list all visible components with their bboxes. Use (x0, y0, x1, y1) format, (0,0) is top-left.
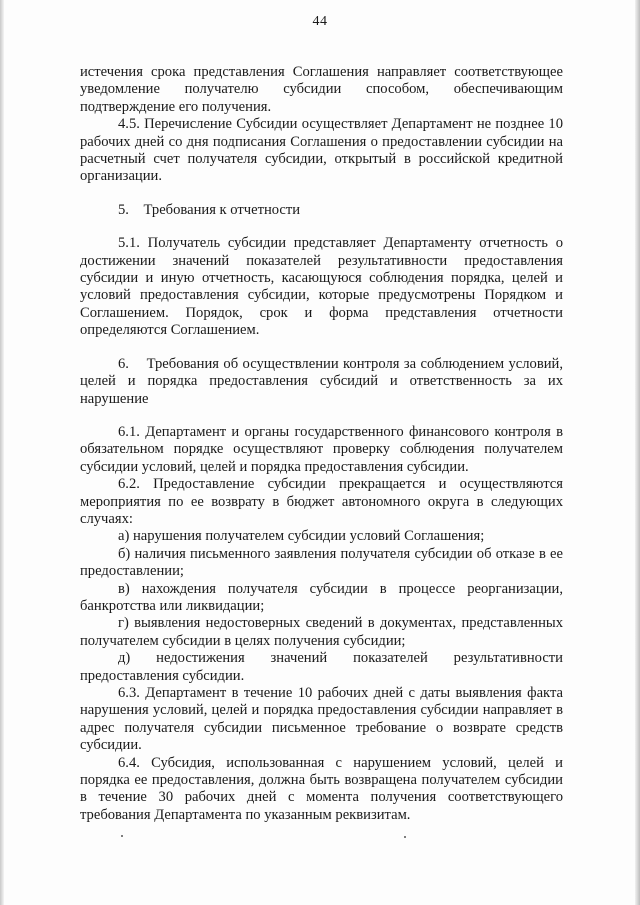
list-item-g: г) выявления недостоверных сведений в документах, представленных получателем субсидии в целях получения субсидии; (80, 615, 563, 649)
scan-speck (121, 835, 123, 837)
scan-specks (0, 833, 640, 841)
list-item-a: а) нарушения получателем субсидии условий Соглашения; (118, 528, 485, 545)
page-right-edge-shadow (635, 0, 640, 905)
paragraph-continuation: истечения срока представления Соглашения направляет соответствующее уведомление получателю субсидии способом, обеспечивающим подтверждение его получения. (80, 64, 563, 115)
list-item-d: д) недостижения значений показателей результативности предоставления субсидии. (80, 650, 563, 684)
section-heading-5: 5. Требования к отчетности (118, 201, 301, 218)
list-item-v: в) нахождения получателя субсидии в процессе реорганизации, банкротства или ликвидации; (80, 580, 563, 614)
page-number: 44 (312, 14, 328, 29)
paragraph-6-2: 6.2. Предоставление субсидии прекращается и осуществляются мероприятия по ее возврату в бюджет автономного округа в следующих случаях: (80, 476, 563, 527)
section-heading-6: 6. Требования об осуществлении контроля за соблюдением условий, целей и порядка предоставления субсидий и ответственность за их нарушение (80, 355, 567, 407)
document-body (80, 64, 567, 824)
scan-speck (404, 836, 406, 838)
paragraph-6-4: 6.4. Субсидия, использованная с нарушением условий, целей и порядка ее предоставления, должна быть возвращена получателем субсидии в течение 30 рабочих дней с момента получения соответствующего требования Департамента по указанным реквизитам. (80, 754, 563, 823)
page-left-edge-shadow (0, 0, 4, 905)
paragraph-5-1: 5.1. Получатель субсидии представляет Департаменту отчетность о достижении значений показателей результативности предоставления субсидии и иную отчетность, касающуюся соблюдения порядка, целей и условий предоставления субсидии, которые предусмотрены Порядком и Соглашением. Порядок, срок и форма представления отчетности определяются Соглашением. (80, 235, 563, 339)
paragraph-4-5: 4.5. Перечисление Субсидии осуществляет Департамент не позднее 10 рабочих дней со дня подписания Соглашения о предоставлении субсидии на расчетный счет получателя субсидии, открытый в российской кредитной организации. (80, 116, 563, 185)
list-item-b: б) наличия письменного заявления получателя субсидии об отказе в ее предоставлении; (80, 545, 563, 580)
paragraph-6-3: 6.3. Департамент в течение 10 рабочих дней с даты выявления факта нарушения условий, целей и порядка предоставления субсидии направляет в адрес получателя субсидии письменное требование о возврате средств субсидии. (80, 685, 563, 754)
paragraph-6-1: 6.1. Департамент и органы государственного финансового контроля в обязательном порядке осуществляют проверку соблюдения получателем субсидии условий, целей и порядка предоставления субсидии. (80, 423, 563, 475)
